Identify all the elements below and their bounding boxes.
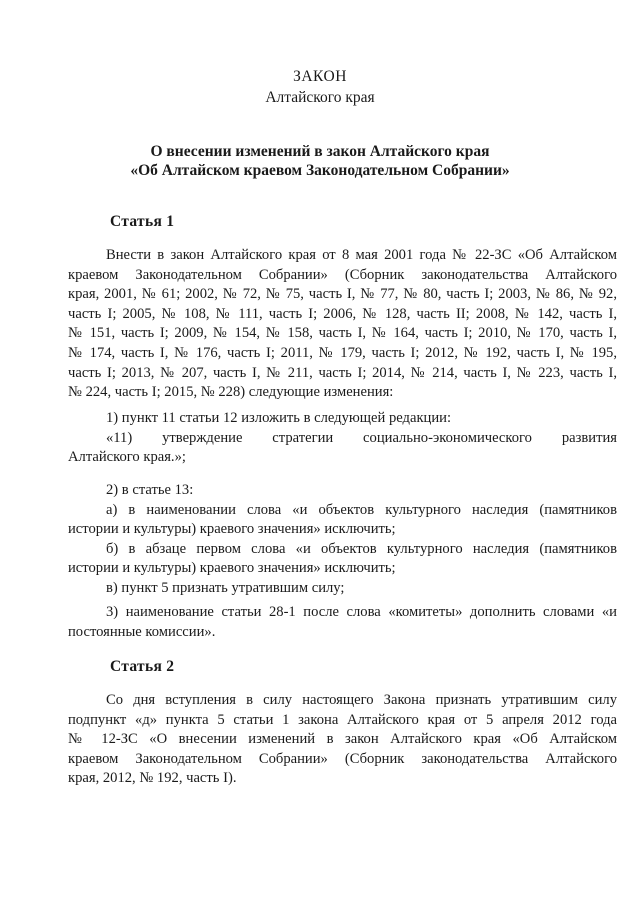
text-line: «11) утверждение стратегии социально-экономического развития <box>106 429 617 446</box>
text-line: истории и культуры) краевого значения» исключить; <box>68 521 396 538</box>
article-1-item-2 <box>68 481 617 599</box>
text-line: подпункт «д» пункта 5 статьи 1 закона Алтайского края от 5 апреля 2012 года <box>68 711 617 728</box>
text-line: № 12-ЗС «О внесении изменений в закон Алтайского края «Об Алтайском <box>68 731 617 748</box>
law-title <box>0 142 640 180</box>
text-line: в) пункт 5 признать утратившим силу; <box>106 579 345 596</box>
text-line: истории и культуры) краевого значения» исключить; <box>68 560 396 577</box>
article-1-item-3 <box>68 603 617 642</box>
text-line: № 224, часть I; 2015, № 228) следующие изменения: <box>68 384 394 401</box>
text-line: постоянные комиссии». <box>68 623 216 640</box>
text-line: Со дня вступления в силу настоящего Закона признать утратившим силу <box>106 692 617 708</box>
article-1-heading: Статья 1 <box>110 213 175 230</box>
text-line: края, 2001, № 61; 2002, № 72, № 75, часть I, № 77, № 80, часть I; 2003, № 86, № 92, <box>68 286 617 303</box>
text-line: № 174, часть I, № 176, часть I; 2011, № 179, часть I; 2012, № 192, часть I, № 195, <box>68 344 617 361</box>
article-2-body <box>68 691 617 789</box>
article-2-heading: Статья 2 <box>110 658 175 675</box>
law-title-line: «Об Алтайском краевом Законодательном Собрании» <box>130 162 510 179</box>
text-line: б) в абзаце первом слова «и объектов культурного наследия (памятников <box>106 540 617 557</box>
article-1-intro <box>68 246 617 403</box>
text-line: 1) пункт 11 статьи 12 изложить в следующей редакции: <box>106 410 452 426</box>
text-line: № 151, часть I; 2009, № 154, № 158, часть I, № 164, часть I; 2010, № 170, часть I, <box>68 325 617 342</box>
text-line: краевом Законодательном Собрании» (Сборник законодательства Алтайского <box>68 266 617 283</box>
text-line: Алтайского края.»; <box>68 449 186 466</box>
text-line: а) в наименовании слова «и объектов культурного наследия (памятников <box>106 501 617 518</box>
article-1-item-1 <box>68 409 617 468</box>
text-line: часть I; 2013, № 207, часть I, № 211, часть I; 2014, № 214, часть I, № 223, часть I, <box>68 364 617 381</box>
text-line: краевом Законодательном Собрании» (Сборник законодательства Алтайского <box>68 750 617 767</box>
text-line: 2) в статье 13: <box>106 482 194 498</box>
document-type: ЗАКОН <box>293 68 347 85</box>
law-title-line: О внесении изменений в закон Алтайского края <box>150 143 490 160</box>
text-line: 3) наименование статьи 28-1 после слова «комитеты» дополнить словами «и <box>106 604 617 620</box>
text-line: часть I; 2005, № 108, № 111, часть I; 2006, № 128, часть II; 2008, № 142, часть I, <box>68 305 617 322</box>
text-line: Внести в закон Алтайского края от 8 мая 2001 года № 22-ЗС «Об Алтайском <box>106 247 617 263</box>
text-line: края, 2012, № 192, часть I). <box>68 770 237 787</box>
document-region: Алтайского края <box>265 89 375 106</box>
